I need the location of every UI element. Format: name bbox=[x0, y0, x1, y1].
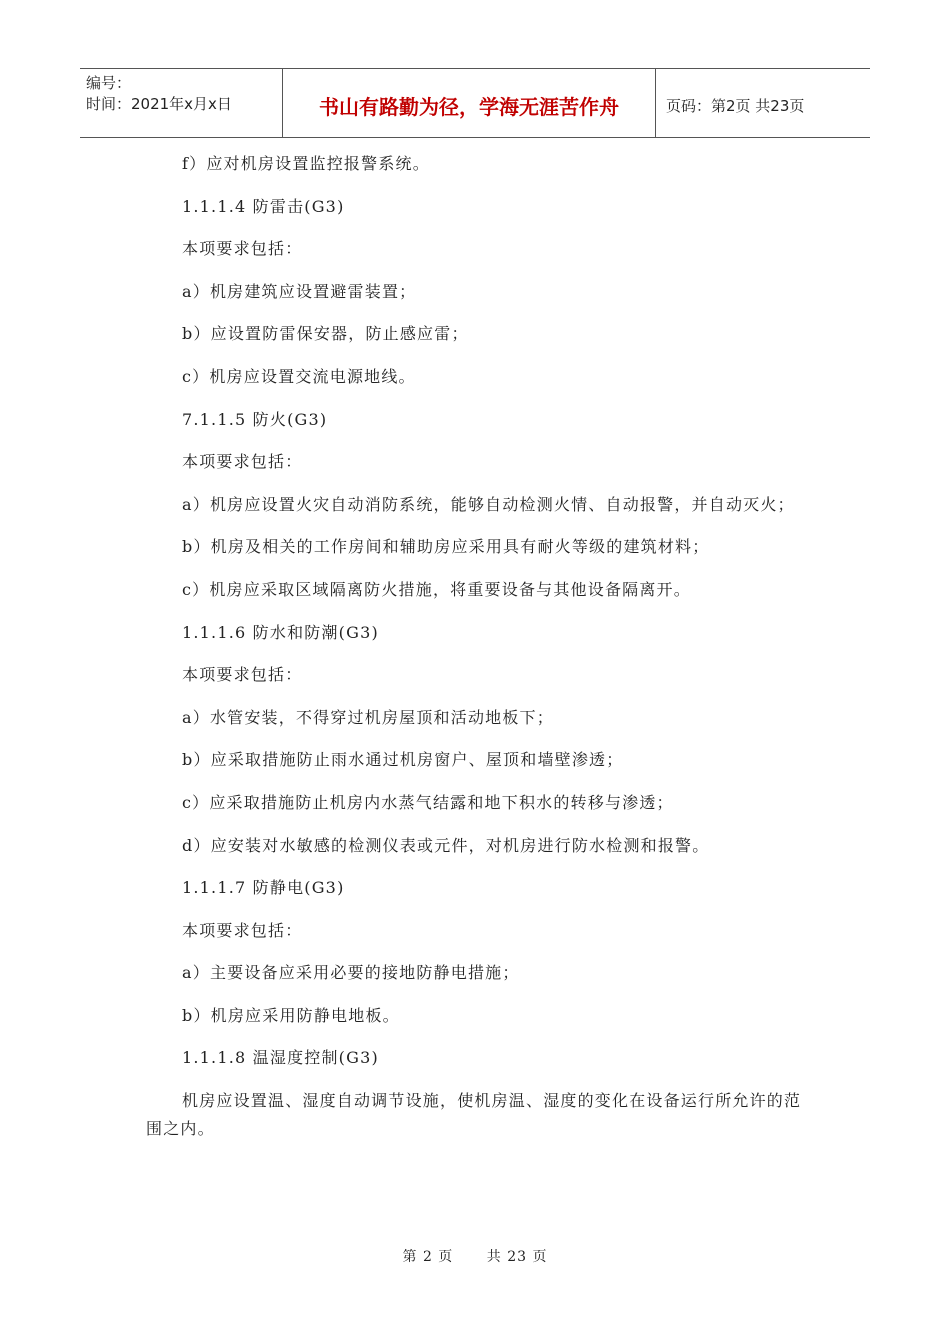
page-header bbox=[80, 68, 870, 138]
list-item: a）机房应设置火灾自动消防系统，能够自动检测火情、自动报警，并自动灭火； bbox=[182, 494, 795, 514]
footer-total: 共 23 页 bbox=[486, 1249, 548, 1265]
list-item: c）机房应设置交流电源地线。 bbox=[182, 366, 416, 386]
footer-page: 第 2 页 bbox=[402, 1249, 454, 1265]
paragraph: 本项要求包括： bbox=[182, 452, 303, 472]
list-item: b）应设置防雷保安器，防止感应雷； bbox=[182, 324, 469, 344]
list-item: a）主要设备应采用必要的接地防静电措施； bbox=[182, 963, 520, 983]
paragraph: 本项要求包括： bbox=[182, 920, 303, 940]
list-item: a）水管安装，不得穿过机房屋顶和活动地板下； bbox=[182, 707, 554, 727]
list-item: c）机房应采取区域隔离防火措施，将重要设备与其他设备隔离开。 bbox=[182, 579, 691, 599]
paragraph: 本项要求包括： bbox=[182, 239, 303, 259]
header-motto: 书山有路勤为径，学海无涯苦作舟 bbox=[282, 69, 656, 137]
header-info bbox=[80, 69, 282, 137]
list-item: b）机房及相关的工作房间和辅助房应采用具有耐火等级的建筑材料； bbox=[182, 537, 710, 557]
section-heading: 1.1.1.8 温湿度控制(G3) bbox=[182, 1048, 379, 1068]
list-item: a）机房建筑应设置避雷装置； bbox=[182, 281, 417, 301]
paragraph: 机房应设置温、湿度自动调节设施，使机房温、湿度的变化在设备运行所允许的范围之内。 bbox=[146, 1091, 802, 1139]
document-body bbox=[146, 150, 810, 1158]
list-item: b）应采取措施防止雨水通过机房窗户、屋顶和墙壁渗透； bbox=[182, 750, 624, 770]
section-heading: 1.1.1.7 防静电(G3) bbox=[182, 878, 345, 898]
list-item: c）应采取措施防止机房内水蒸气结露和地下积水的转移与渗透； bbox=[182, 792, 674, 812]
paragraph: 本项要求包括： bbox=[182, 665, 303, 685]
list-item: b）机房应采用防静电地板。 bbox=[182, 1005, 400, 1025]
section-heading: 1.1.1.6 防水和防潮(G3) bbox=[182, 622, 379, 642]
list-item: d）应安装对水敏感的检测仪表或元件，对机房进行防水检测和报警。 bbox=[182, 835, 710, 855]
list-item: f）应对机房设置监控报警系统。 bbox=[182, 154, 430, 173]
document-number: 编号： bbox=[86, 74, 132, 92]
section-heading: 1.1.1.4 防雷击(G3) bbox=[182, 196, 345, 216]
header-page-number: 页码：第2页 共23页 bbox=[666, 96, 805, 115]
page-footer bbox=[0, 1246, 950, 1266]
document-date: 时间：2021年x月x日 bbox=[86, 95, 232, 113]
section-heading: 7.1.1.5 防火(G3) bbox=[182, 409, 328, 429]
